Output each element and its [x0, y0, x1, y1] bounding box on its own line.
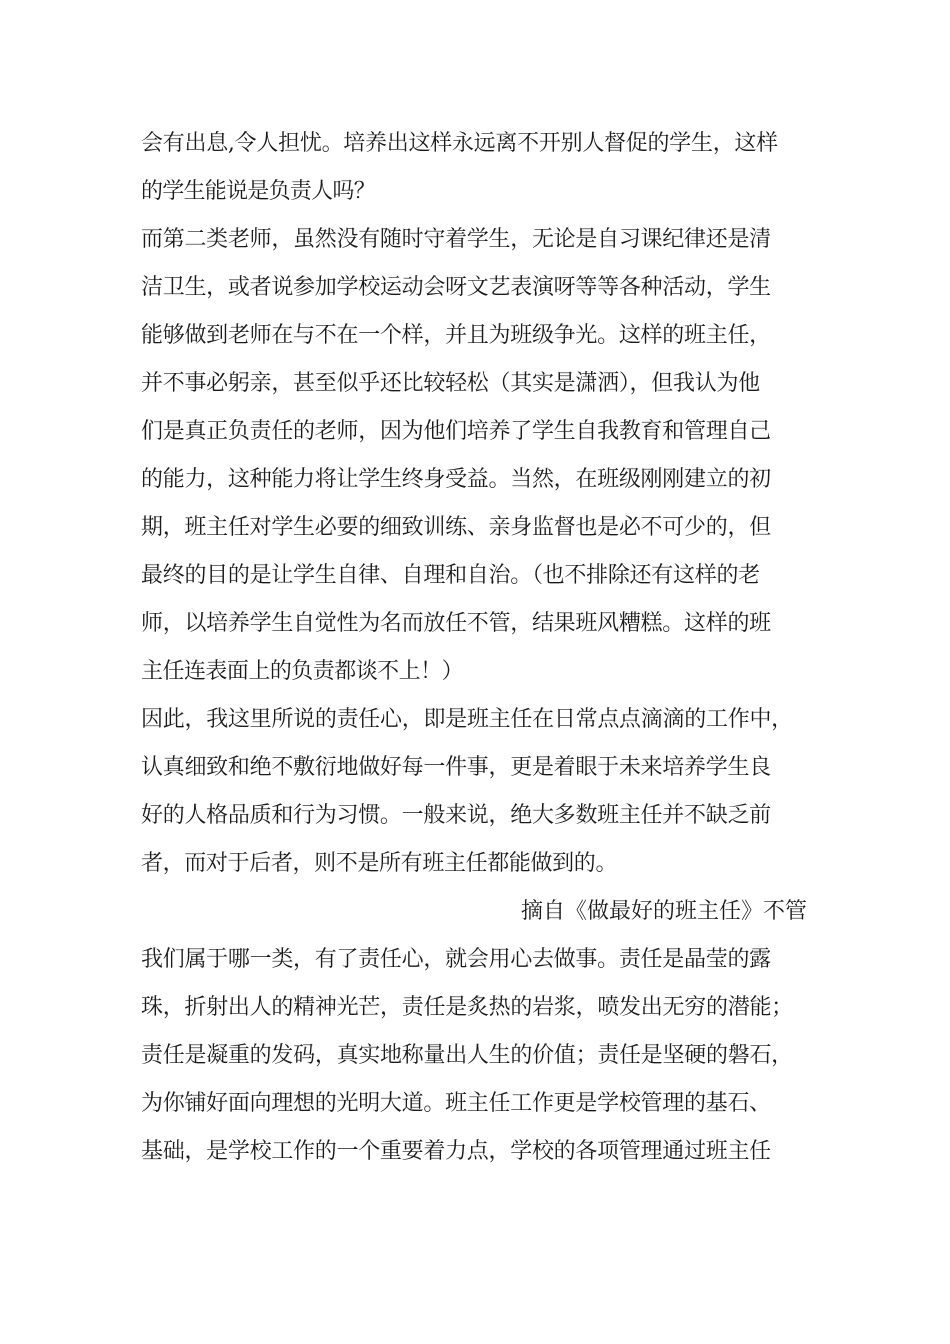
text-line: 珠，折射出人的精神光芒，责任是炙热的岩浆，喷发出无穷的潜能； — [141, 995, 793, 1020]
text-line: 期，班主任对学生必要的细致训练、亲身监督也是必不可少的，但 — [141, 515, 771, 540]
text-line: 主任连表面上的负责都谈不上！） — [141, 659, 464, 684]
text-line: 我们属于哪一类，有了责任心，就会用心去做事。责任是晶莹的露 — [141, 947, 771, 972]
text-line: 因此，我这里所说的责任心，即是班主任在日常点点滴滴的工作中， — [141, 707, 793, 732]
body-text — [141, 120, 821, 1176]
text-line: 并不事必躬亲，甚至似乎还比较轻松（其实是潇洒），但我认为他 — [141, 371, 760, 396]
text-line: 基础，是学校工作的一个重要着力点，学校的各项管理通过班主任 — [141, 1139, 771, 1164]
text-line: 洁卫生，或者说参加学校运动会呀文艺表演呀等等各种活动，学生 — [141, 275, 771, 300]
text-line: 最终的目的是让学生自律、自理和自治。（也不排除还有这样的老 — [141, 563, 760, 588]
text-line: 能够做到老师在与不在一个样，并且为班级争光。这样的班主任， — [141, 323, 771, 348]
text-line: 师，以培养学生自觉性为名而放任不管，结果班风糟糕。这样的班 — [141, 611, 771, 636]
text-line: 的能力，这种能力将让学生终身受益。当然，在班级刚刚建立的初 — [141, 467, 771, 492]
text-line: 认真细致和绝不敷衍地做好每一件事，更是着眼于未来培养学生良 — [141, 755, 771, 780]
source-citation: 摘自《做最好的班主任》不管 — [520, 899, 807, 924]
text-line: 的学生能说是负责人吗？ — [141, 179, 375, 204]
text-line: 责任是凝重的发码，真实地称量出人生的价值；责任是坚硬的磐石， — [141, 1043, 793, 1068]
text-line: 好的人格品质和行为习惯。一般来说，绝大多数班主任并不缺乏前 — [141, 803, 771, 828]
text-line: 会有出息,令人担忧。培养出这样永远离不开别人督促的学生，这样 — [141, 131, 778, 156]
text-line: 们是真正负责任的老师，因为他们培养了学生自我教育和管理自己 — [141, 419, 771, 444]
text-line: 为你铺好面向理想的光明大道。班主任工作更是学校管理的基石、 — [141, 1091, 771, 1116]
text-line: 者，而对于后者，则不是所有班主任都能做到的。 — [141, 851, 618, 876]
text-line: 而第二类老师，虽然没有随时守着学生，无论是自习课纪律还是清 — [141, 227, 771, 252]
